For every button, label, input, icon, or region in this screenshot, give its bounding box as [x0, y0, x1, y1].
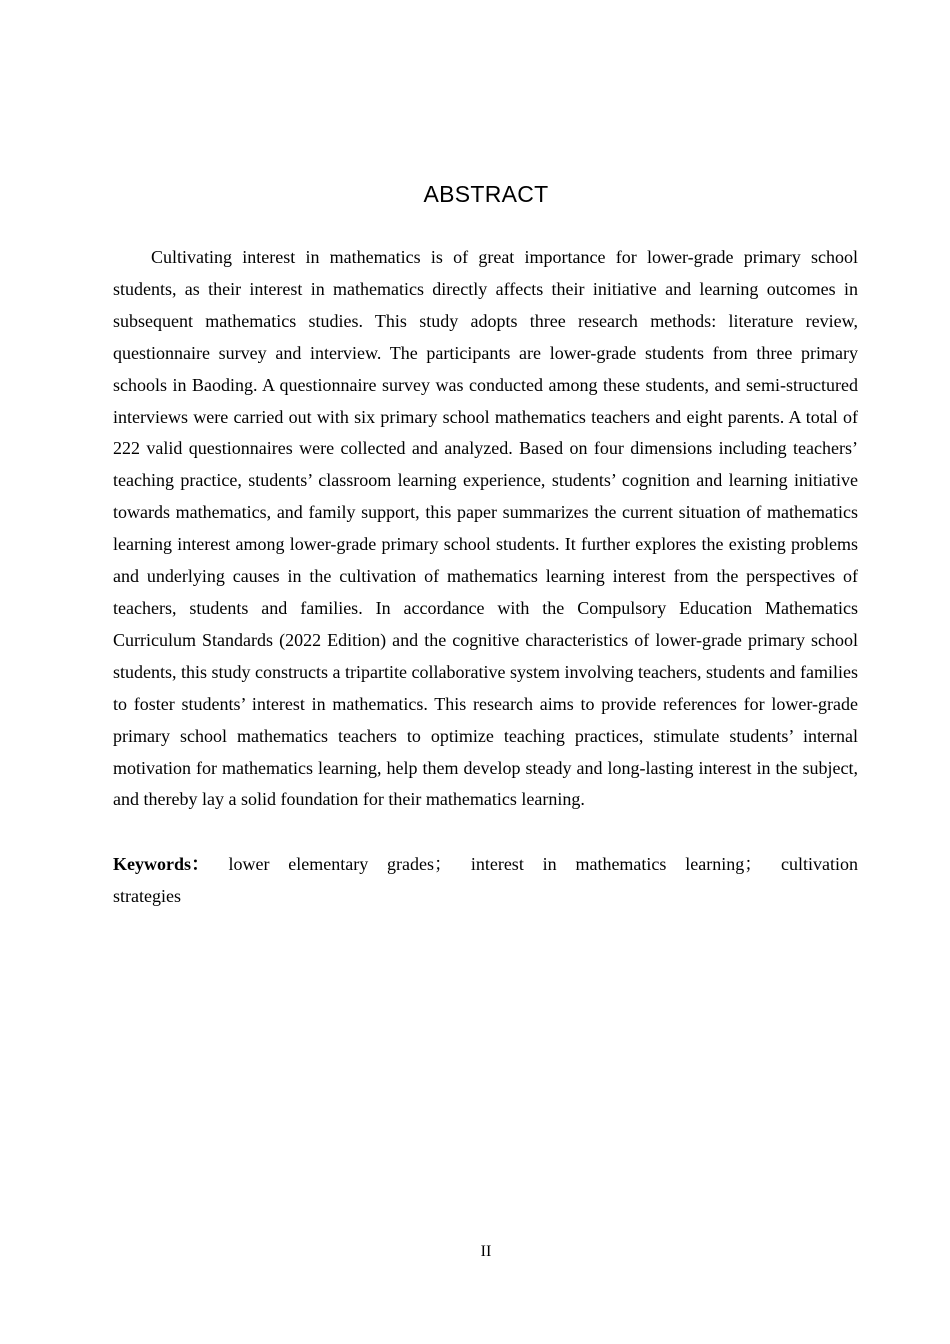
keywords-line: [113, 849, 858, 912]
page-number: II: [480, 1243, 492, 1260]
keywords-text: lower elementary grades； interest in mathematics learning； cultivation strategies: [113, 854, 859, 906]
abstract-body: Cultivating interest in mathematics is of great importance for lower-grade primary school students, as their interest in mathematics directly affects their initiative and learning outcomes in subsequent mathematics studies. This study adopts three research methods: literature review, questionnaire survey and interview. The participants are lower-grade students from three primary schools in Baoding. A questionnaire survey was conducted among these students, and semi-structured interviews were carried out with six primary school mathematics teachers and eight parents. A total of 222 valid questionnaires were collected and analyzed. Based on four dimensions including teachers’ teaching practice, students’ classroom learning experience, students’ cognition and learning initiative towards mathematics, and family support, this paper summarizes the current situation of mathematics learning interest among lower-grade primary school students. It further explores the existing problems and underlying causes in the cultivation of mathematics learning interest from the perspectives of teachers, students and families. In accordance with the Compulsory Education Mathematics Curriculum Standards (2022 Edition) and the cognitive characteristics of lower-grade primary school students, this study constructs a tripartite collaborative system involving teachers, students and families to foster students’ interest in mathematics. This research aims to provide references for lower-grade primary school mathematics teachers to optimize teaching practices, stimulate students’ internal motivation for mathematics learning, help them develop steady and long-lasting interest in the subject, and thereby lay a solid foundation for their mathematics learning.: [113, 247, 858, 810]
keywords-label: Keywords：: [113, 854, 210, 874]
abstract-title: ABSTRACT: [423, 181, 549, 207]
